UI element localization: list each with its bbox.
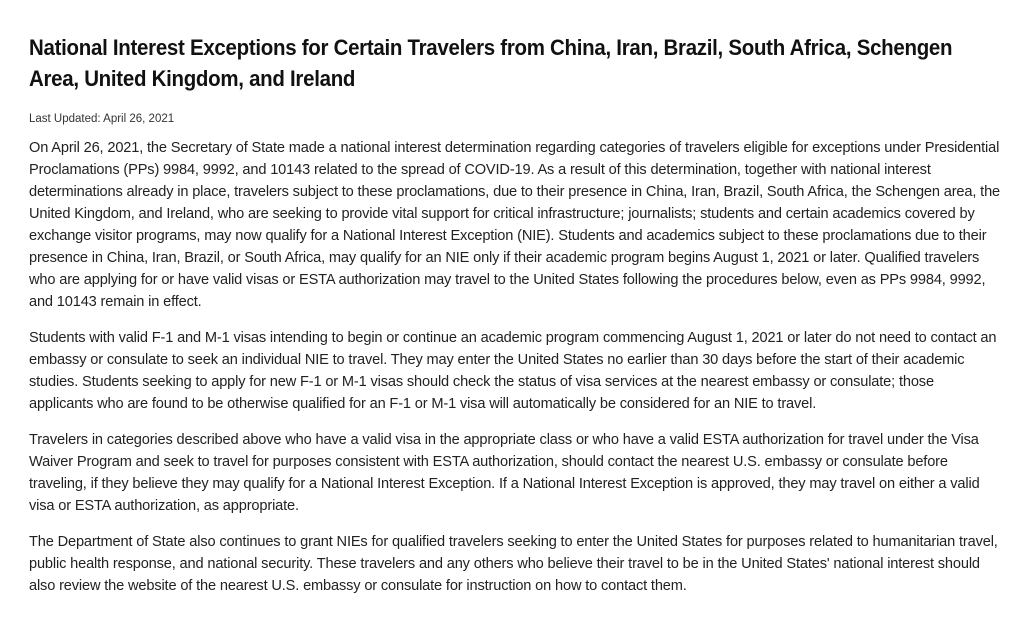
page-title: National Interest Exceptions for Certain Travelers from China, Iran, Brazil, South Africa, Schengen Area, United Kingdom, and Ireland bbox=[29, 35, 953, 91]
paragraph-humanitarian-travel: The Department of State also continues to grant NIEs for qualified travelers seeking to enter the United States for purposes related to humanitarian travel, public health response, and national security. These travelers and any others who believe their travel to be in the United States' national interest should also review the website of the nearest U.S. embassy or consulate for instruction on how to contact them. bbox=[29, 534, 998, 594]
paragraph-nie-determination: On April 26, 2021, the Secretary of State made a national interest determination regarding categories of travelers eligible for exceptions under Presidential Proclamations (PPs) 9984, 9992, and 10143 related to the spread of COVID-19. As a result of this determination, together with national interest determinations already in place, travelers subject to these proclamations, due to their presence in China, Iran, Brazil, South Africa, the Schengen area, the United Kingdom, and Ireland, who are seeking to provide vital support for critical infrastructure; journalists; students and certain academics covered by exchange visitor programs, may now qualify for a National Interest Exception (NIE). Students and academics subject to these proclamations due to their presence in China, Iran, Brazil, or South Africa, may qualify for an NIE only if their academic program begins August 1, 2021 or later. Qualified travelers who are applying for or have valid visas or ESTA authorization may travel to the United States following the procedures below, even as PPs 9984, 9992, and 10143 remain in effect. bbox=[29, 140, 1001, 310]
paragraph-valid-visa-esta: Travelers in categories described above who have a valid visa in the appropriate class or who have a valid ESTA authorization for travel under the Visa Waiver Program and seek to travel for purposes consistent with ESTA authorization, should contact the nearest U.S. embassy or consulate before traveling, if they believe they may qualify for a National Interest Exception. If a National Interest Exception is approved, they may travel on either a valid visa or ESTA authorization, as appropriate. bbox=[29, 432, 980, 514]
last-updated-date: Last Updated: April 26, 2021 bbox=[29, 113, 175, 125]
paragraph-student-visas: Students with valid F-1 and M-1 visas intending to begin or continue an academic program commencing August 1, 2021 or later do not need to contact an embassy or consulate to seek an individual NIE to travel. They may enter the United States no earlier than 30 days before the start of their academic studies. Students seeking to apply for new F-1 or M-1 visas should check the status of visa services at the nearest embassy or consulate; those applicants who are found to be otherwise qualified for an F-1 or M-1 visa will automatically be considered for an NIE to travel. bbox=[29, 330, 997, 412]
article bbox=[29, 32, 1001, 597]
